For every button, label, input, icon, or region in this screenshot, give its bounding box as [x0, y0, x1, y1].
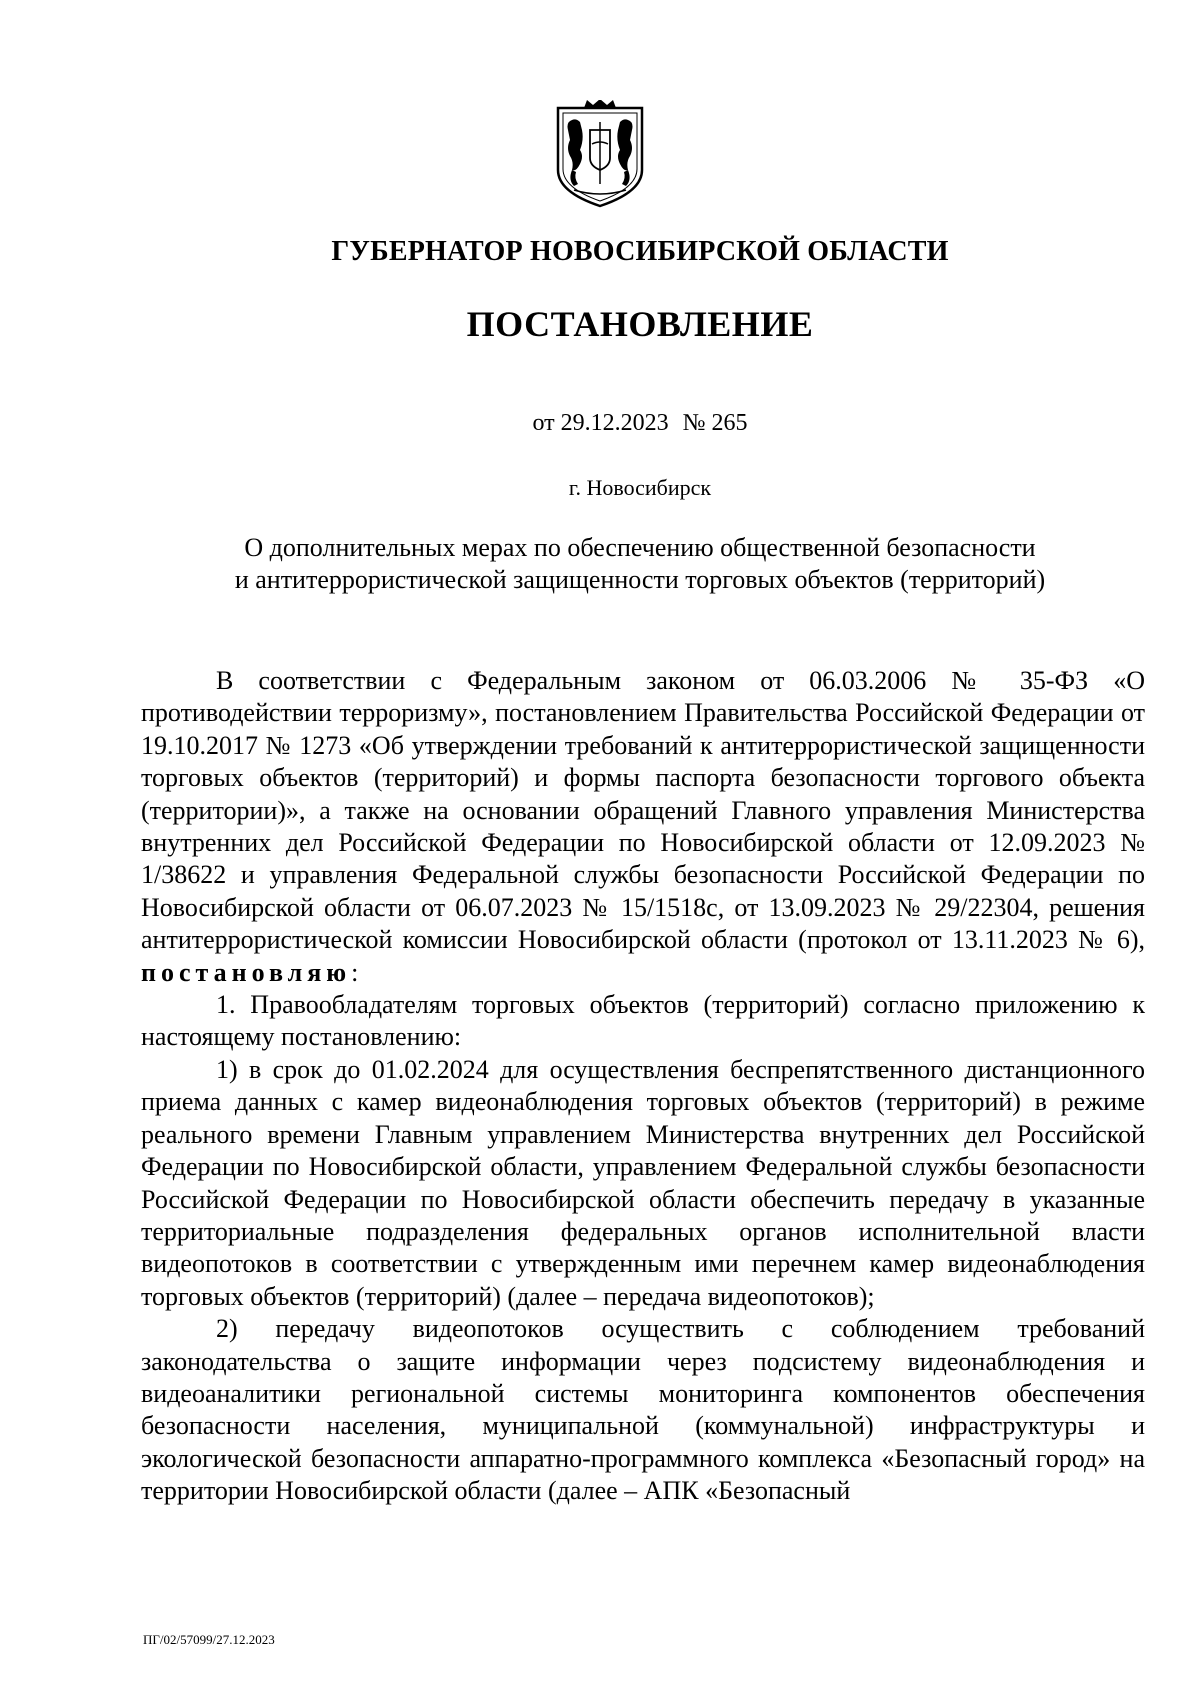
document-subject	[140, 532, 1140, 596]
preamble-paragraph	[141, 665, 1145, 989]
item-1-paragraph: 1. Правообладателям торговых объектов (территорий) согласно приложению к настоящему постановлению:	[141, 990, 1145, 1052]
document-date: от 29.12.2023	[532, 410, 669, 436]
issuing-authority: ГУБЕРНАТОР НОВОСИБИРСКОЙ ОБЛАСТИ	[331, 236, 949, 267]
footer-document-code: ПГ/02/57099/27.12.2023	[143, 1632, 275, 1647]
document-body	[141, 665, 1145, 1508]
document-number: № 265	[682, 410, 748, 436]
city-name: г. Новосибирск	[568, 475, 712, 500]
subject-line-1: О дополнительных мерах по обеспечению общественной безопасности	[244, 533, 1036, 562]
item-1-2-paragraph: 2) передачу видеопотоков осуществить с соблюдением требований законодательства о защите информации через подсистему видеонаблюдения и видеоаналитики региональной системы мониторинга компонентов обеспечения безопасности населения, муниципальной (коммунальной) инфраструктуры и экологической безопасности аппаратно-программного комплекса «Безопасный город» на территории Новосибирской области (далее – АПК «Безопасный	[141, 1314, 1145, 1506]
decree-colon: :	[351, 957, 359, 987]
document-type-title: ПОСТАНОВЛЕНИЕ	[466, 304, 814, 344]
coat-of-arms-icon	[554, 100, 646, 210]
preamble-text: В соответствии с Федеральным законом от 06.03.2006 № 35-ФЗ «О противодействии терроризму», постановлением Правительства Российской Федерации от 19.10.2017 № 1273 «Об утверждении требований к антитеррористической защищенности торговых объектов (территорий) и формы паспорта безопасности торгового объекта (территории)», а также на основании обращений Главного управления Министерства внутренних дел Российской Федерации по Новосибирской области от 12.09.2023 № 1/38622 и управления Федеральной службы безопасности Российской Федерации по Новосибирской области от 06.07.2023 № 15/1518с, от 13.09.2023 № 29/22304, решения антитеррористической комиссии Новосибирской области (протокол от 13.11.2023 № 6),	[141, 666, 1145, 955]
decree-word: постановляю	[141, 957, 352, 987]
item-1-1-paragraph: 1) в срок до 01.02.2024 для осуществления беспрепятственного дистанционного приема данных с камер видеонаблюдения торговых объектов (территорий) в режиме реального времени Главным управлением Министерства внутренних дел Российской Федерации по Новосибирской области, управлением Федеральной службы безопасности Российской Федерации по Новосибирской области обеспечить передачу в указанные территориальные подразделения федеральных органов исполнительной власти видеопотоков в соответствии с утвержденным ими перечнем камер видеонаблюдения торговых объектов (территорий) (далее – передача видеопотоков);	[141, 1054, 1145, 1311]
subject-line-2: и антитеррористической защищенности торговых объектов (территорий)	[234, 565, 1046, 594]
date-number-line	[140, 410, 1140, 437]
